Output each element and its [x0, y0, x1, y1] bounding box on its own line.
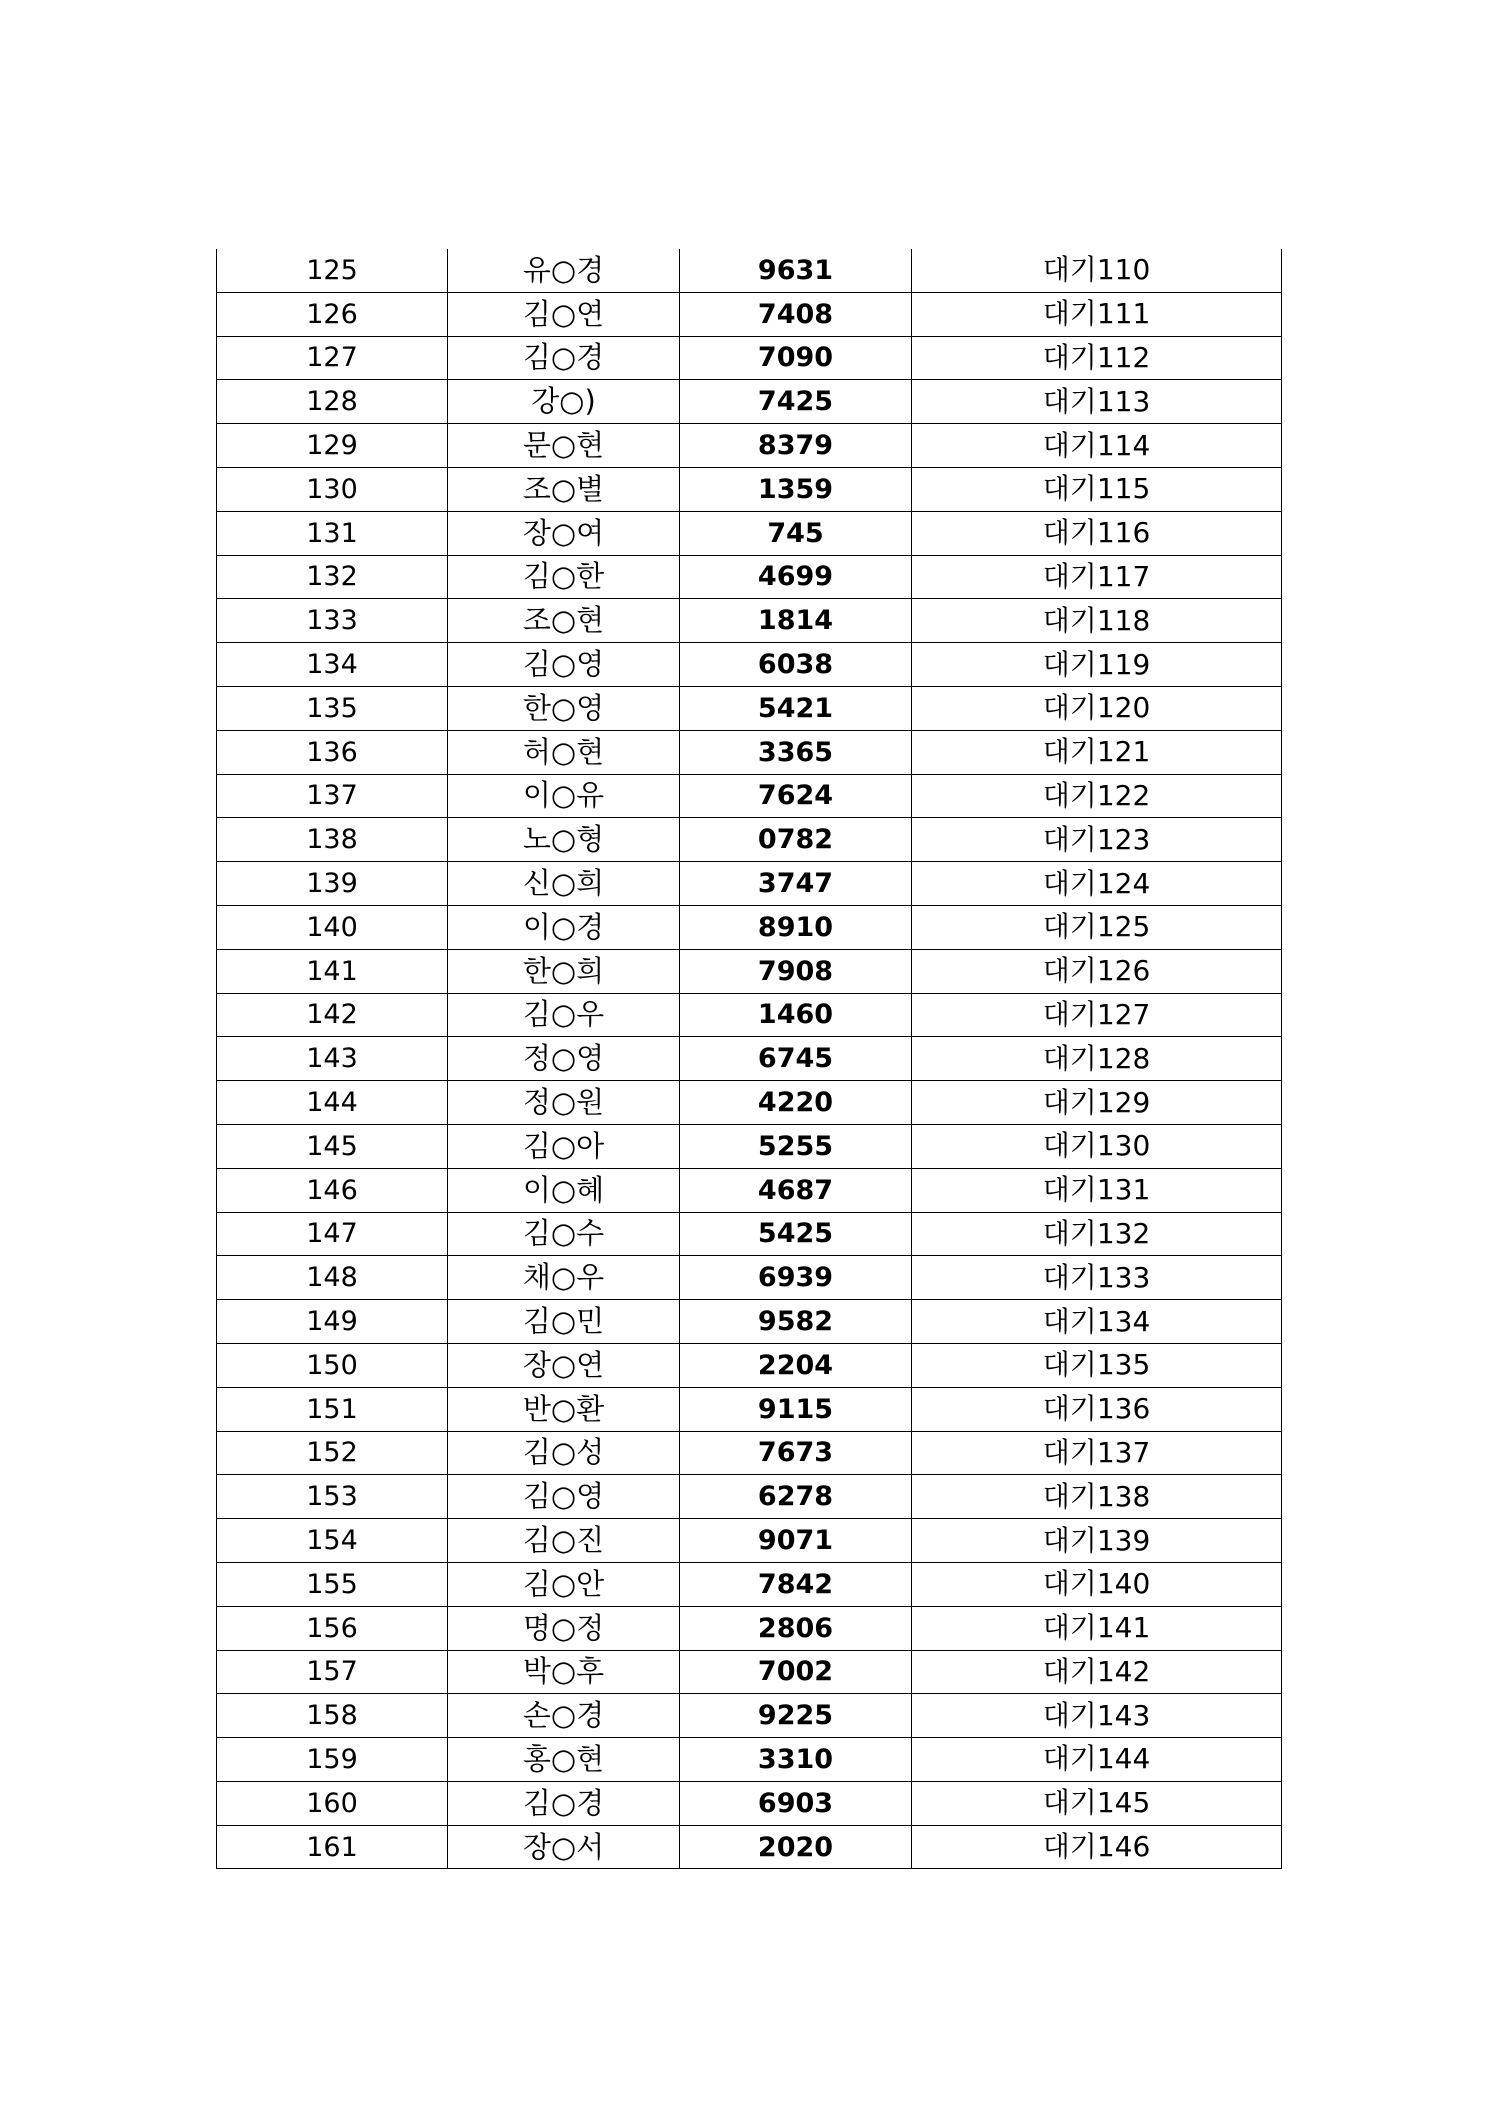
- row-number-cell: 128: [217, 380, 448, 424]
- applicant-name-cell: 김○영: [448, 1475, 680, 1519]
- applicant-code-cell: 5421: [680, 686, 912, 730]
- waitlist-status-cell: 대기127: [912, 993, 1282, 1037]
- applicant-code-cell: 9225: [680, 1694, 912, 1738]
- table-row: [217, 1300, 1282, 1344]
- row-number-cell: 130: [217, 467, 448, 511]
- applicant-name-cell: 채○우: [448, 1256, 680, 1300]
- applicant-code-cell: 7090: [680, 336, 912, 380]
- waitlist-status-cell: 대기119: [912, 643, 1282, 687]
- table-row: [217, 1124, 1282, 1168]
- waitlist-table: [216, 249, 1282, 1869]
- waitlist-status-cell: 대기130: [912, 1124, 1282, 1168]
- applicant-code-cell: 9582: [680, 1300, 912, 1344]
- table-row: [217, 1037, 1282, 1081]
- applicant-name-cell: 이○혜: [448, 1168, 680, 1212]
- table-row: [217, 730, 1282, 774]
- row-number-cell: 152: [217, 1431, 448, 1475]
- applicant-name-cell: 조○현: [448, 599, 680, 643]
- table-row: [217, 1343, 1282, 1387]
- waitlist-status-cell: 대기117: [912, 555, 1282, 599]
- row-number-cell: 140: [217, 905, 448, 949]
- applicant-name-cell: 이○경: [448, 905, 680, 949]
- waitlist-status-cell: 대기145: [912, 1781, 1282, 1825]
- waitlist-status-cell: 대기140: [912, 1562, 1282, 1606]
- table-row: [217, 1519, 1282, 1563]
- applicant-code-cell: 4699: [680, 555, 912, 599]
- applicant-code-cell: 4220: [680, 1081, 912, 1125]
- waitlist-status-cell: 대기128: [912, 1037, 1282, 1081]
- table-row: [217, 1256, 1282, 1300]
- table-row: [217, 1081, 1282, 1125]
- waitlist-status-cell: 대기143: [912, 1694, 1282, 1738]
- row-number-cell: 141: [217, 949, 448, 993]
- applicant-name-cell: 문○현: [448, 424, 680, 468]
- row-number-cell: 126: [217, 292, 448, 336]
- waitlist-status-cell: 대기138: [912, 1475, 1282, 1519]
- table-row: [217, 1431, 1282, 1475]
- waitlist-status-cell: 대기111: [912, 292, 1282, 336]
- applicant-name-cell: 반○환: [448, 1387, 680, 1431]
- row-number-cell: 150: [217, 1343, 448, 1387]
- table-row: [217, 1825, 1282, 1869]
- row-number-cell: 134: [217, 643, 448, 687]
- table-row: [217, 818, 1282, 862]
- applicant-name-cell: 장○연: [448, 1343, 680, 1387]
- row-number-cell: 145: [217, 1124, 448, 1168]
- table-row: [217, 555, 1282, 599]
- table-row: [217, 993, 1282, 1037]
- applicant-code-cell: 6939: [680, 1256, 912, 1300]
- waitlist-status-cell: 대기114: [912, 424, 1282, 468]
- applicant-name-cell: 김○성: [448, 1431, 680, 1475]
- waitlist-status-cell: 대기136: [912, 1387, 1282, 1431]
- applicant-name-cell: 정○영: [448, 1037, 680, 1081]
- applicant-name-cell: 정○원: [448, 1081, 680, 1125]
- row-number-cell: 135: [217, 686, 448, 730]
- applicant-name-cell: 김○진: [448, 1519, 680, 1563]
- applicant-name-cell: 조○별: [448, 467, 680, 511]
- table-row: [217, 599, 1282, 643]
- applicant-name-cell: 유○경: [448, 249, 680, 292]
- row-number-cell: 132: [217, 555, 448, 599]
- row-number-cell: 159: [217, 1738, 448, 1782]
- waitlist-status-cell: 대기123: [912, 818, 1282, 862]
- table-row: [217, 511, 1282, 555]
- waitlist-status-cell: 대기126: [912, 949, 1282, 993]
- row-number-cell: 139: [217, 862, 448, 906]
- applicant-code-cell: 6745: [680, 1037, 912, 1081]
- applicant-code-cell: 7842: [680, 1562, 912, 1606]
- table-row: [217, 424, 1282, 468]
- table-row: [217, 905, 1282, 949]
- row-number-cell: 137: [217, 774, 448, 818]
- applicant-code-cell: 7002: [680, 1650, 912, 1694]
- applicant-name-cell: 한○영: [448, 686, 680, 730]
- applicant-name-cell: 김○아: [448, 1124, 680, 1168]
- table-row: [217, 1781, 1282, 1825]
- table-row: [217, 1694, 1282, 1738]
- applicant-code-cell: 9115: [680, 1387, 912, 1431]
- table-row: [217, 1212, 1282, 1256]
- applicant-name-cell: 김○한: [448, 555, 680, 599]
- applicant-code-cell: 7425: [680, 380, 912, 424]
- table-row: [217, 249, 1282, 292]
- waitlist-status-cell: 대기113: [912, 380, 1282, 424]
- row-number-cell: 133: [217, 599, 448, 643]
- applicant-name-cell: 김○영: [448, 643, 680, 687]
- row-number-cell: 158: [217, 1694, 448, 1738]
- applicant-code-cell: 1460: [680, 993, 912, 1037]
- row-number-cell: 149: [217, 1300, 448, 1344]
- applicant-name-cell: 박○후: [448, 1650, 680, 1694]
- waitlist-status-cell: 대기137: [912, 1431, 1282, 1475]
- applicant-name-cell: 김○수: [448, 1212, 680, 1256]
- applicant-code-cell: 0782: [680, 818, 912, 862]
- table-row: [217, 1562, 1282, 1606]
- applicant-name-cell: 홍○현: [448, 1738, 680, 1782]
- waitlist-status-cell: 대기110: [912, 249, 1282, 292]
- table-row: [217, 774, 1282, 818]
- row-number-cell: 142: [217, 993, 448, 1037]
- applicant-code-cell: 2020: [680, 1825, 912, 1869]
- waitlist-status-cell: 대기134: [912, 1300, 1282, 1344]
- applicant-code-cell: 6278: [680, 1475, 912, 1519]
- table-row: [217, 1738, 1282, 1782]
- waitlist-status-cell: 대기118: [912, 599, 1282, 643]
- table-row: [217, 1606, 1282, 1650]
- applicant-code-cell: 8910: [680, 905, 912, 949]
- table-row: [217, 643, 1282, 687]
- applicant-name-cell: 김○우: [448, 993, 680, 1037]
- applicant-name-cell: 노○형: [448, 818, 680, 862]
- row-number-cell: 157: [217, 1650, 448, 1694]
- row-number-cell: 155: [217, 1562, 448, 1606]
- waitlist-status-cell: 대기131: [912, 1168, 1282, 1212]
- applicant-name-cell: 명○정: [448, 1606, 680, 1650]
- waitlist-status-cell: 대기135: [912, 1343, 1282, 1387]
- applicant-code-cell: 8379: [680, 424, 912, 468]
- row-number-cell: 161: [217, 1825, 448, 1869]
- applicant-name-cell: 한○희: [448, 949, 680, 993]
- applicant-code-cell: 6903: [680, 1781, 912, 1825]
- waitlist-status-cell: 대기132: [912, 1212, 1282, 1256]
- table-row: [217, 1168, 1282, 1212]
- waitlist-status-cell: 대기141: [912, 1606, 1282, 1650]
- applicant-name-cell: 허○현: [448, 730, 680, 774]
- table-row: [217, 862, 1282, 906]
- row-number-cell: 160: [217, 1781, 448, 1825]
- row-number-cell: 127: [217, 336, 448, 380]
- row-number-cell: 129: [217, 424, 448, 468]
- row-number-cell: 154: [217, 1519, 448, 1563]
- table-row: [217, 467, 1282, 511]
- applicant-name-cell: 김○경: [448, 336, 680, 380]
- applicant-code-cell: 7624: [680, 774, 912, 818]
- table-row: [217, 1650, 1282, 1694]
- row-number-cell: 156: [217, 1606, 448, 1650]
- waitlist-status-cell: 대기116: [912, 511, 1282, 555]
- row-number-cell: 153: [217, 1475, 448, 1519]
- row-number-cell: 147: [217, 1212, 448, 1256]
- applicant-code-cell: 3310: [680, 1738, 912, 1782]
- row-number-cell: 144: [217, 1081, 448, 1125]
- row-number-cell: 143: [217, 1037, 448, 1081]
- table-row: [217, 380, 1282, 424]
- waitlist-status-cell: 대기124: [912, 862, 1282, 906]
- waitlist-status-cell: 대기121: [912, 730, 1282, 774]
- waitlist-status-cell: 대기146: [912, 1825, 1282, 1869]
- waitlist-status-cell: 대기142: [912, 1650, 1282, 1694]
- applicant-code-cell: 1814: [680, 599, 912, 643]
- waitlist-status-cell: 대기122: [912, 774, 1282, 818]
- row-number-cell: 138: [217, 818, 448, 862]
- waitlist-status-cell: 대기120: [912, 686, 1282, 730]
- applicant-code-cell: 9071: [680, 1519, 912, 1563]
- applicant-code-cell: 7673: [680, 1431, 912, 1475]
- row-number-cell: 125: [217, 249, 448, 292]
- table-row: [217, 1387, 1282, 1431]
- table-body: [217, 249, 1282, 1869]
- table-row: [217, 949, 1282, 993]
- applicant-name-cell: 손○경: [448, 1694, 680, 1738]
- applicant-code-cell: 4687: [680, 1168, 912, 1212]
- row-number-cell: 136: [217, 730, 448, 774]
- applicant-code-cell: 5255: [680, 1124, 912, 1168]
- waitlist-status-cell: 대기115: [912, 467, 1282, 511]
- applicant-code-cell: 2204: [680, 1343, 912, 1387]
- table-row: [217, 292, 1282, 336]
- applicant-name-cell: 김○안: [448, 1562, 680, 1606]
- applicant-name-cell: 장○여: [448, 511, 680, 555]
- row-number-cell: 131: [217, 511, 448, 555]
- applicant-code-cell: 745: [680, 511, 912, 555]
- row-number-cell: 151: [217, 1387, 448, 1431]
- applicant-name-cell: 장○서: [448, 1825, 680, 1869]
- table-row: [217, 686, 1282, 730]
- waitlist-status-cell: 대기129: [912, 1081, 1282, 1125]
- applicant-code-cell: 1359: [680, 467, 912, 511]
- waitlist-status-cell: 대기112: [912, 336, 1282, 380]
- applicant-code-cell: 3365: [680, 730, 912, 774]
- applicant-name-cell: 이○유: [448, 774, 680, 818]
- row-number-cell: 148: [217, 1256, 448, 1300]
- waitlist-status-cell: 대기125: [912, 905, 1282, 949]
- waitlist-status-cell: 대기133: [912, 1256, 1282, 1300]
- waitlist-status-cell: 대기144: [912, 1738, 1282, 1782]
- table-row: [217, 336, 1282, 380]
- applicant-code-cell: 7408: [680, 292, 912, 336]
- applicant-name-cell: 김○민: [448, 1300, 680, 1344]
- row-number-cell: 146: [217, 1168, 448, 1212]
- applicant-code-cell: 5425: [680, 1212, 912, 1256]
- table-row: [217, 1475, 1282, 1519]
- applicant-code-cell: 6038: [680, 643, 912, 687]
- applicant-name-cell: 김○연: [448, 292, 680, 336]
- applicant-name-cell: 신○희: [448, 862, 680, 906]
- applicant-code-cell: 3747: [680, 862, 912, 906]
- applicant-code-cell: 9631: [680, 249, 912, 292]
- applicant-name-cell: 김○경: [448, 1781, 680, 1825]
- applicant-code-cell: 7908: [680, 949, 912, 993]
- applicant-code-cell: 2806: [680, 1606, 912, 1650]
- waitlist-status-cell: 대기139: [912, 1519, 1282, 1563]
- applicant-name-cell: 강○): [448, 380, 680, 424]
